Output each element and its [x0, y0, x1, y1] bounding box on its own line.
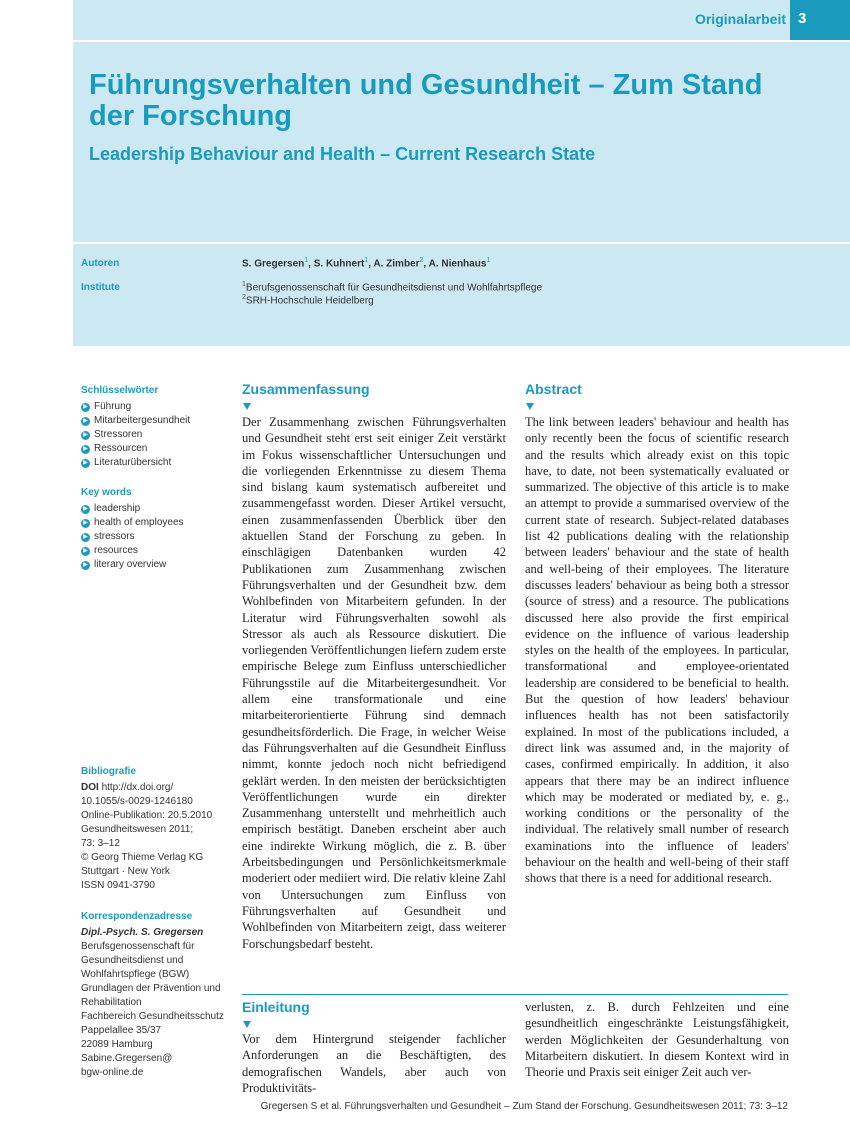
keyword-label: Führung	[94, 401, 132, 412]
keyword-item	[81, 456, 226, 470]
keyword-item	[81, 544, 226, 558]
doi-value: 10.1055/s-0029-1246180	[81, 796, 193, 807]
correspondence-heading: Korrespondenzadresse	[81, 911, 193, 922]
chevron-right-icon: ▶	[81, 403, 90, 412]
keyword-item	[81, 428, 226, 442]
keyword-item	[81, 530, 226, 544]
chevron-right-icon: ▶	[81, 519, 90, 528]
chevron-right-icon: ▶	[81, 533, 90, 542]
institute-2	[242, 294, 374, 306]
author-affiliation: 1	[304, 257, 309, 264]
chevron-right-icon: ▶	[81, 417, 90, 426]
institute-text: Berufsgenossenschaft für Gesundheitsdienst und Wohlfahrtspflege	[245, 282, 543, 294]
author-affiliation: 2	[419, 257, 424, 264]
authors-label: Autoren	[81, 258, 120, 269]
keyword-label: Mitarbeitergesundheit	[94, 415, 191, 426]
address-line: Rehabilitation	[81, 997, 142, 1008]
author-separator: ,	[368, 258, 374, 270]
chevron-right-icon: ▶	[81, 547, 90, 556]
keyword-label: Ressourcen	[94, 443, 148, 454]
einleitung-text-left: Vor dem Hintergrund steigender fachlicher Anforderungen an die Beschäftigten, des demografischen Wandels, aber auch von Produktivitäts-	[242, 1032, 506, 1095]
keywords-en-heading: Key words	[81, 487, 132, 498]
doi-label: DOI	[81, 782, 99, 793]
author-list	[242, 257, 490, 269]
address-line: Gesundheitsdienst und	[81, 955, 184, 966]
page-number: 3	[790, 0, 850, 40]
einleitung-text-right: verlusten, z. B. durch Fehlzeiten und eine gesundheitlich eingeschränkte Leistungsfähigkeit, werden Möglichkeiten der Gesunderhaltung von Mitarbeitern diskutiert. In diesem Kontext wird in Theorie und Praxis seit einiger Zeit auch ver-	[525, 1000, 789, 1080]
keywords-de	[81, 384, 226, 470]
address-line: Wohlfahrtspflege (BGW)	[81, 969, 190, 980]
einleitung-heading: Einleitung	[242, 999, 310, 1015]
abstract-heading: Abstract	[525, 381, 582, 397]
keyword-label: health of employees	[94, 517, 184, 528]
footer-citation: Gregersen S et al. Führungsverhalten und Gesundheit – Zum Stand der Forschung. Gesundheitswesen 2011; 73: 3–12	[260, 1101, 788, 1112]
institutes-label: Institute	[81, 282, 120, 293]
article-subtitle: Leadership Behaviour and Health – Current Research State	[89, 144, 596, 164]
keyword-item	[81, 400, 226, 414]
volume-pages: 73: 3–12	[81, 838, 120, 849]
triangle-down-icon	[526, 403, 534, 410]
correspondence	[81, 910, 226, 1080]
keyword-item	[81, 442, 226, 456]
keyword-item	[81, 414, 226, 428]
email-line[interactable]: Sabine.Gregersen@	[81, 1053, 173, 1064]
section-label: Originalarbeit	[694, 11, 786, 27]
address-line: 22089 Hamburg	[81, 1039, 153, 1050]
keywords-de-heading: Schlüsselwörter	[81, 385, 159, 396]
article-title: Führungsverhalten und Gesundheit – Zum Stand der Forschung	[89, 69, 763, 132]
issn: ISSN 0941-3790	[81, 880, 155, 891]
chevron-right-icon: ▶	[81, 445, 90, 454]
author-name: S. Gregersen	[242, 258, 305, 270]
chevron-right-icon: ▶	[81, 431, 90, 440]
keyword-label: leadership	[94, 503, 141, 514]
publisher-location: Stuttgart · New York	[81, 866, 170, 877]
author-separator: ,	[308, 258, 314, 270]
abstract-text: The link between leaders' behaviour and health has only recently been the focus of scientific research and the results which already exist on this topic have, to date, not been systematically evaluated or summarized. The objective of this article is to make an attempt to provide a summarised overview of the current state of research. Subject-related databases list 42 publications dealing with the relationship between leaders' behaviour and the state of health and well-being of their employees. The literature discusses leaders' behaviour as being both a stressor (source of stress) and a resource. The publications discussed here also provide the first empirical evidence on the influence of various leadership styles on the health of the employees. In particular, transformational and employee-orientated leadership are considered to be beneficial to health. But the question of how leaders' behaviour influences health has not been satisfactorily explained. In most of the publications included, a direct link was assumed and, in the majority of cases, confirmed empirically. In addition, it also appears that there may be an indirect influence which may be moderated or mediated by, e. g., working conditions or the personality of the individual. The relatively small number of research examinations into the influence of leaders' behaviour on the health and well-being of their staff shows that there is a need for additional research.	[525, 415, 789, 886]
keyword-item	[81, 502, 226, 516]
keyword-label: resources	[94, 545, 138, 556]
author-name: A. Nienhaus	[428, 258, 487, 270]
triangle-down-icon	[243, 403, 251, 410]
author-affiliation: 1	[364, 257, 369, 264]
author-separator: ,	[423, 258, 429, 270]
section-divider	[242, 994, 788, 995]
institute-text: SRH-Hochschule Heidelberg	[245, 295, 374, 307]
keyword-label: literary overview	[94, 559, 167, 570]
keyword-item	[81, 516, 226, 530]
chevron-right-icon: ▶	[81, 561, 90, 570]
institute-1	[242, 281, 542, 293]
online-publication: Online-Publikation: 20.5.2010	[81, 810, 213, 821]
doi-url[interactable]: http://dx.doi.org/	[101, 782, 174, 793]
doi-line	[81, 781, 226, 795]
keyword-item	[81, 558, 226, 572]
chevron-right-icon: ▶	[81, 505, 90, 514]
bibliography-heading: Bibliografie	[81, 766, 137, 777]
keyword-label: Literaturübersicht	[94, 457, 172, 468]
institute-number: 1	[242, 281, 246, 288]
journal: Gesundheitswesen 2011;	[81, 824, 194, 835]
correspondence-name: Dipl.-Psych. S. Gregersen	[81, 927, 204, 938]
zusammenfassung-text: Der Zusammenhang zwischen Führungsverhalten und Gesundheit steht erst seit einiger Zeit verstärkt im Fokus wissenschaftlicher Untersuchungen und die vorliegenden Erkenntnisse zu diesem Thema sind bislang kaum systematisch aufbereitet und zusammengefasst worden. Dieser Artikel versucht, einen zusammenfassenden Überblick über den aktuellen Stand der Forschung zu geben. In einschlägigen Datenbanken wurden 42 Publikationen zum Zusammenhang zwischen Führungsverhalten und der Gesundheit bzw. dem Wohlbefinden von Mitarbeitern gefunden. In der Literatur wird Führungsverhalten sowohl als Stressor als auch als Ressource diskutiert. Die vorliegenden Veröffentlichungen liefern zudem erste empirische Belege zum Einfluss unterschiedlicher Führungsstile auf die Mitarbeitergesundheit. Vor allem eine transformationale und eine mitarbeiterorientierte Führung sind demnach gesundheitsförderlich. Die Frage, in welcher Weise das Führungsverhalten auf die Gesundheit Einfluss nimmt, konnte jedoch noch nicht befriedigend geklärt werden. In den meisten der berücksichtigten Veröffentlichungen wurde ein direkter Zusammenhang unterstellt und mehrheitlich auch empirisch bestätigt. Daneben erscheint aber auch eine indirekte Wirkung möglich, die z. B. über Arbeitsbedingungen und Persönlichkeitsmerkmale moderiert oder mediiert wird. Die relativ kleine Zahl von Untersuchungen zum Einfluss von Führungsverhalten auf Gesundheit und Wohlbefinden von Mitarbeitern zeigt, dass weiterer Forschungsbedarf besteht.	[242, 415, 506, 951]
triangle-down-icon	[243, 1021, 251, 1028]
address-line: Fachbereich Gesundheitsschutz	[81, 1011, 224, 1022]
author-name: S. Kuhnert	[313, 258, 365, 270]
address-line: Pappelallee 35/37	[81, 1025, 162, 1036]
address-line: Grundlagen der Prävention und	[81, 983, 221, 994]
bibliography	[81, 765, 226, 893]
chevron-right-icon: ▶	[81, 459, 90, 468]
author-affiliation: 1	[486, 257, 491, 264]
institute-number: 2	[242, 294, 246, 301]
keyword-label: stressors	[94, 531, 135, 542]
publisher: © Georg Thieme Verlag KG	[81, 852, 204, 863]
author-name: A. Zimber	[373, 258, 420, 270]
email-line[interactable]: bgw-online.de	[81, 1067, 144, 1078]
address-line: Berufsgenossenschaft für	[81, 941, 195, 952]
zusammenfassung-heading: Zusammenfassung	[242, 381, 370, 397]
keyword-label: Stressoren	[94, 429, 143, 440]
keywords-en	[81, 486, 226, 572]
